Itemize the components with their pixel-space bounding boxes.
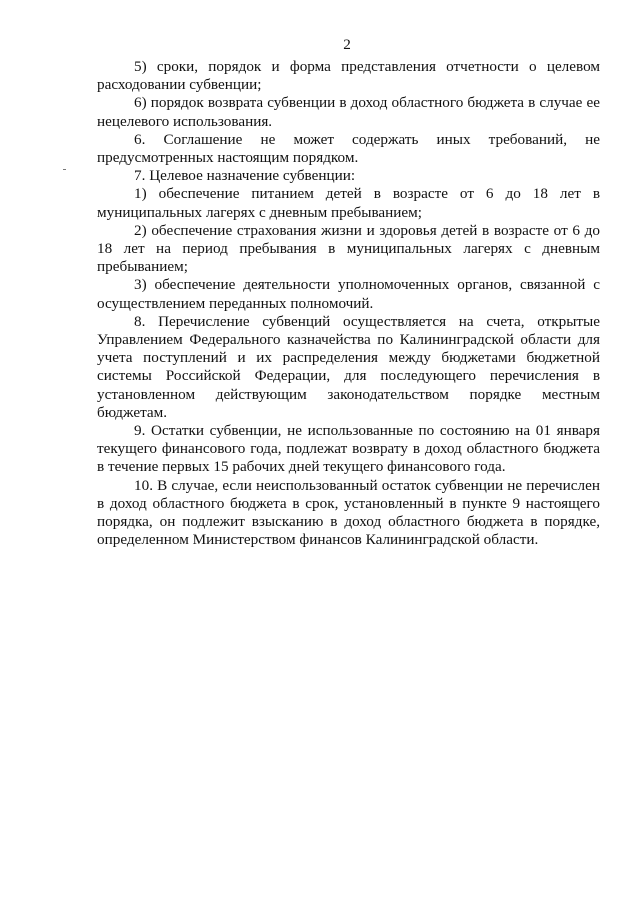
scan-mark	[63, 169, 66, 170]
paragraph-authorized-bodies: 3) обеспечение деятельности уполномоченных органов, связанной с осуществлением переданных полномочий.	[97, 276, 600, 312]
paragraph-remaining-balances: 9. Остатки субвенции, не использованные по состоянию на 01 января текущего финансового года, подлежат возврату в доход областного бюджета в течение первых 15 рабочих дней текущего финансового года.	[97, 422, 600, 476]
paragraph-reporting-terms: 5) сроки, порядок и форма представления отчетности о целевом расходовании субвенции;	[97, 58, 600, 94]
paragraph-transfer-accounts: 8. Перечисление субвенций осуществляется на счета, открытые Управлением Федерального казначейства по Калининградской области для учета поступлений и их распределения между бюджетами бюджетной системы Российской Федерации, для последующего перечисления в установленном действующим законодательством порядке местным бюджетам.	[97, 312, 600, 421]
paragraph-food-provision: 1) обеспечение питанием детей в возрасте от 6 до 18 лет в муниципальных лагерях с дневным пребыванием;	[97, 185, 600, 221]
page-number: 2	[343, 36, 351, 53]
paragraph-insurance: 2) обеспечение страхования жизни и здоровья детей в возрасте от 6 до 18 лет на период пребывания в муниципальных лагерях с дневным пребыванием;	[97, 221, 600, 276]
paragraph-target-purpose: 7. Целевое назначение субвенции:	[134, 167, 356, 185]
paragraph-recovery: 10. В случае, если неиспользованный остаток субвенции не перечислен в доход областного бюджета в срок, установленный в пункте 9 настоящего порядка, он подлежит взысканию в доход областного бюджета в порядке, определенном Министерством финансов Калининградской области.	[97, 476, 600, 549]
document-body	[97, 58, 600, 549]
paragraph-agreement-requirements: 6. Соглашение не может содержать иных требований, не предусмотренных настоящим порядком.	[97, 130, 600, 167]
paragraph-return-procedure: 6) порядок возврата субвенции в доход областного бюджета в случае ее нецелевого использования.	[97, 94, 600, 130]
